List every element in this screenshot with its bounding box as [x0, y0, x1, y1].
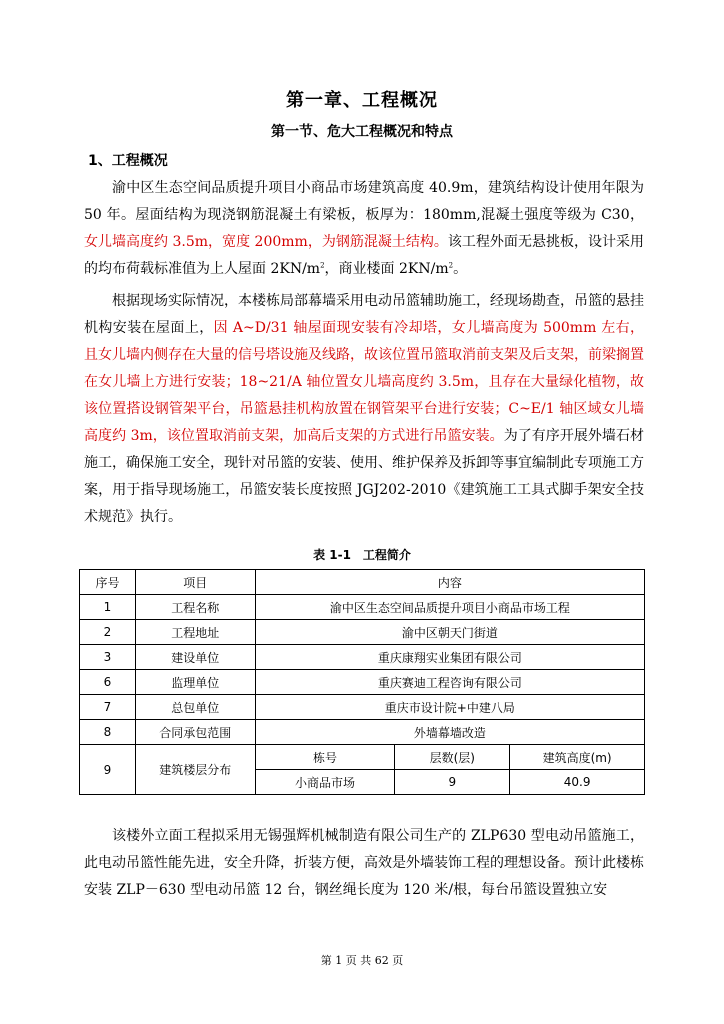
cell-no: 2: [80, 620, 136, 645]
cell-building: 小商品市场: [255, 770, 395, 795]
chapter-title: 第一章、工程概况: [286, 90, 438, 111]
cell-content: 渝中区朝天门街道: [255, 620, 644, 645]
table-row: [80, 645, 645, 670]
section-title: 第一节、危大工程概况和特点: [271, 124, 453, 140]
superscript: 2: [320, 261, 325, 270]
cell-item: 总包单位: [135, 695, 255, 720]
paragraph-text: 渝中区生态空间品质提升项目小商品市场建筑高度 40.9m，建筑结构设计使用年限为 50 年。屋面结构为现浇钢筋混凝土有梁板，板厚为：180mm,混凝土强度等级为 C30，: [84, 180, 644, 223]
cell-item: 工程名称: [135, 595, 255, 620]
cell-content: 重庆康翔实业集团有限公司: [255, 645, 644, 670]
cell-floors: 9: [395, 770, 510, 795]
header-cell: 项目: [135, 570, 255, 595]
cell-no: 7: [80, 695, 136, 720]
cell-item: 建设单位: [135, 645, 255, 670]
highlighted-text: 吊篮悬挂机构放置在钢管架平台进行安装；C~E/1 轴区域女儿墙高度约 3m，该位置取消前支架，加高后支架的方式进行吊篮安装。: [84, 401, 644, 444]
cell-content: 重庆赛迪工程咨询有限公司: [255, 670, 644, 695]
paragraph-site-conditions: [84, 288, 644, 531]
superscript: 2: [448, 261, 454, 270]
cell-no: 8: [80, 720, 136, 745]
cell-content: 重庆市设计院+中建八局: [255, 695, 644, 720]
cell-item: 合同承包范围: [135, 720, 255, 745]
project-info-table: [79, 569, 645, 795]
paragraph-text: 该工程外面无悬挑板，设计采用的均布荷载标准值为上人屋面 2KN/m: [84, 234, 645, 277]
subheader-cell: 栋号: [255, 745, 395, 770]
cell-item: 监理单位: [135, 670, 255, 695]
paragraph-equipment: 该楼外立面工程拟采用无锡强辉机械制造有限公司生产的 ZLP630 型电动吊篮施工，此电动吊篮性能先进，安全升降，折装方便，高效是外墙装饰工程的理想设备。预计此楼栋安装 ZLP－630 型电动吊篮 12 台，钢丝绳长度为 120 米/根，每台吊篮设置独立安: [84, 828, 644, 898]
paragraph-overview: [84, 175, 644, 283]
table-row: [80, 670, 645, 695]
table-header-row: [80, 570, 645, 595]
cell-no: 6: [80, 670, 136, 695]
cell-content: 外墙幕墙改造: [255, 720, 644, 745]
table-row: [80, 720, 645, 745]
paragraph-text: ，商业楼面 2KN/m: [324, 261, 449, 277]
header-cell: 内容: [255, 570, 644, 595]
cell-no: 3: [80, 645, 136, 670]
page-footer: 第 1 页 共 62 页: [320, 954, 404, 967]
paragraph-text: 为了有序开展外墙石材施工，确保施工安全，现针对吊篮的安装、使用、维护保养及拆卸等事宜编制此专项施工方案，用于指导现场施工，吊篮安装长度按照 JGJ202-2010《建筑施工工具式脚手架安全技术规范》执行。: [84, 428, 645, 525]
table-row: [80, 745, 645, 770]
subheader-cell: 层数(层): [395, 745, 510, 770]
header-cell: 序号: [80, 570, 136, 595]
paragraph-text: 根据现场实际情况，本楼栋局部幕墙采用电动吊篮辅助施工，经现场勘查，吊篮的悬挂机构安装在屋面上，: [84, 293, 644, 336]
table-caption: 表 1-1 工程简介: [313, 548, 411, 562]
sub-heading: 1、工程概况: [88, 153, 168, 169]
cell-no: 9: [80, 745, 136, 795]
table-row: [80, 620, 645, 645]
table-row: [80, 595, 645, 620]
cell-no: 1: [80, 595, 136, 620]
subheader-cell: 建筑高度(m): [510, 745, 645, 770]
highlighted-text: 女儿墙高度约 3.5m，宽度 200mm，为钢筋混凝土结构。: [84, 234, 448, 250]
paragraph-text: 。: [453, 261, 468, 277]
cell-height: 40.9: [510, 770, 645, 795]
cell-content: 渝中区生态空间品质提升项目小商品市场工程: [255, 595, 644, 620]
highlighted-text: 因 A~D/31 轴屋面现安装有冷却塔，女儿墙高度为 500mm 左右，且女儿墙内侧存在大量的信号塔设施及线路，故该位置吊篮取消前支架及后支架，前梁搁置在女儿墙上方进行安装；18~21/A 轴位置女儿墙高度约 3.5m，且存在大量绿化植物，故该位置搭设钢管架平台，: [84, 320, 645, 417]
table-row: [80, 695, 645, 720]
cell-item: 建筑楼层分布: [135, 745, 255, 795]
cell-item: 工程地址: [135, 620, 255, 645]
